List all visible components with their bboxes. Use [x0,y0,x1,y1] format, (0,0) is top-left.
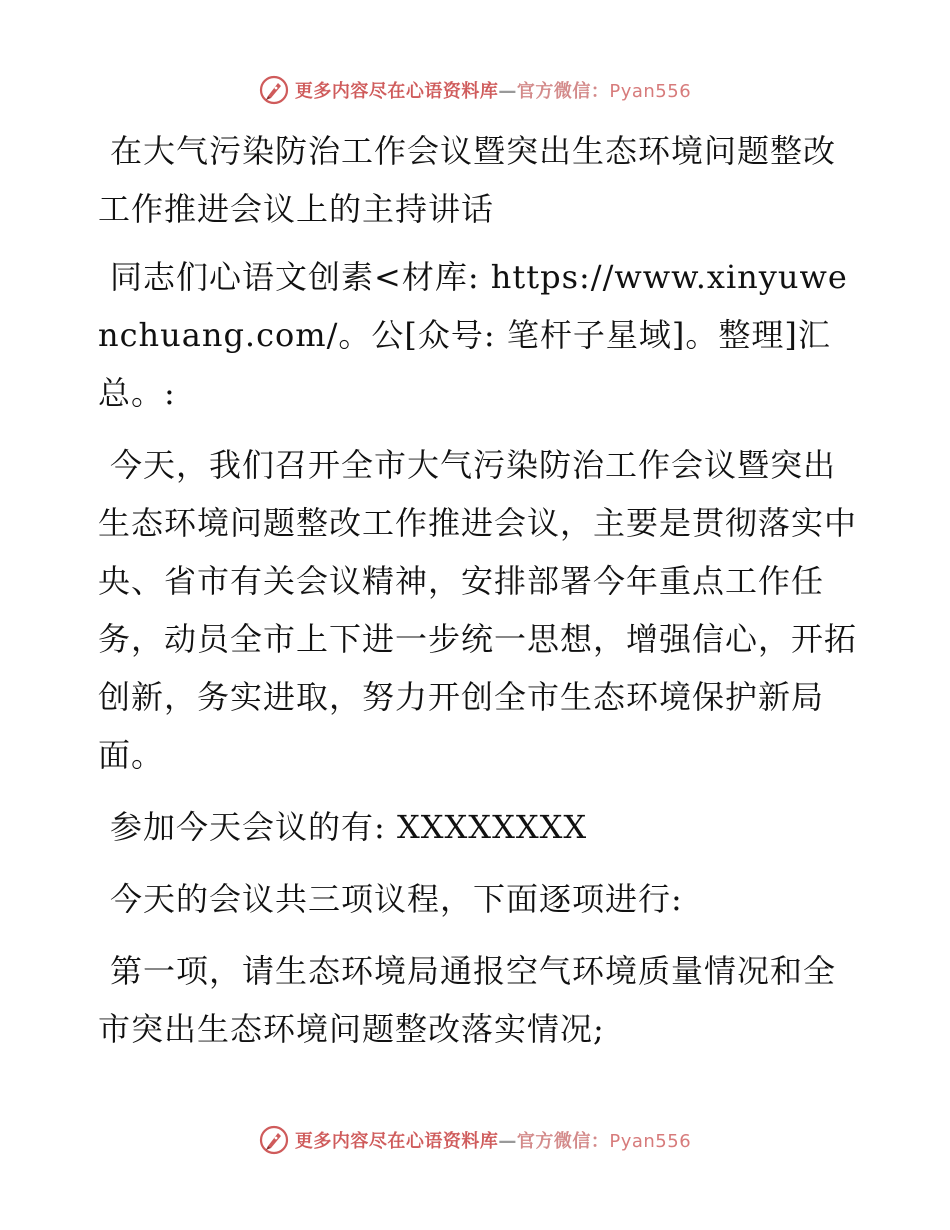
paragraph: 第一项，请生态环境局通报空气环境质量情况和全市突出生态环境问题整改落实情况; [98,952,837,1048]
watermark-brand: 更多内容尽在心语资料库 [294,81,499,102]
document-title: 在大气污染防治工作会议暨突出生态环境问题整改工作推进会议上的主持讲话 [98,132,837,228]
fountain-pen-logo-icon [259,1125,289,1155]
watermark-dash: — [498,1131,517,1152]
watermark-account: Pyan556 [609,81,692,102]
paragraph: 今天，我们召开全市大气污染防治工作会议暨突出生态环境问题整改工作推进会议，主要是贯彻落实中央、省市有关会议精神，安排部署今年重点工作任务，动员全市上下进一步统一思想，增强信心，开拓创新，务实进取，努力开创全市生态环境保护新局面。 [98,446,858,774]
watermark-text [295,77,691,103]
paragraph: 参加今天会议的有: XXXXXXXX [110,808,588,846]
document-body [98,122,858,1072]
watermark-account: Pyan556 [609,1131,692,1152]
paragraph: 同志们心语文创素<材库: https://www.xinyuwenchuang.com/。公[众号: 笔杆子星域]。整理]汇总。: [98,258,848,412]
watermark-dash: — [498,81,517,102]
fountain-pen-logo-icon [259,75,289,105]
watermark-wechat-label: 官方微信： [516,1131,610,1152]
footer-watermark [0,1120,950,1160]
watermark-brand: 更多内容尽在心语资料库 [294,1131,499,1152]
paragraph: 今天的会议共三项议程，下面逐项进行: [110,880,683,918]
watermark-text [295,1127,691,1153]
header-watermark [0,70,950,110]
watermark-wechat-label: 官方微信： [516,81,610,102]
